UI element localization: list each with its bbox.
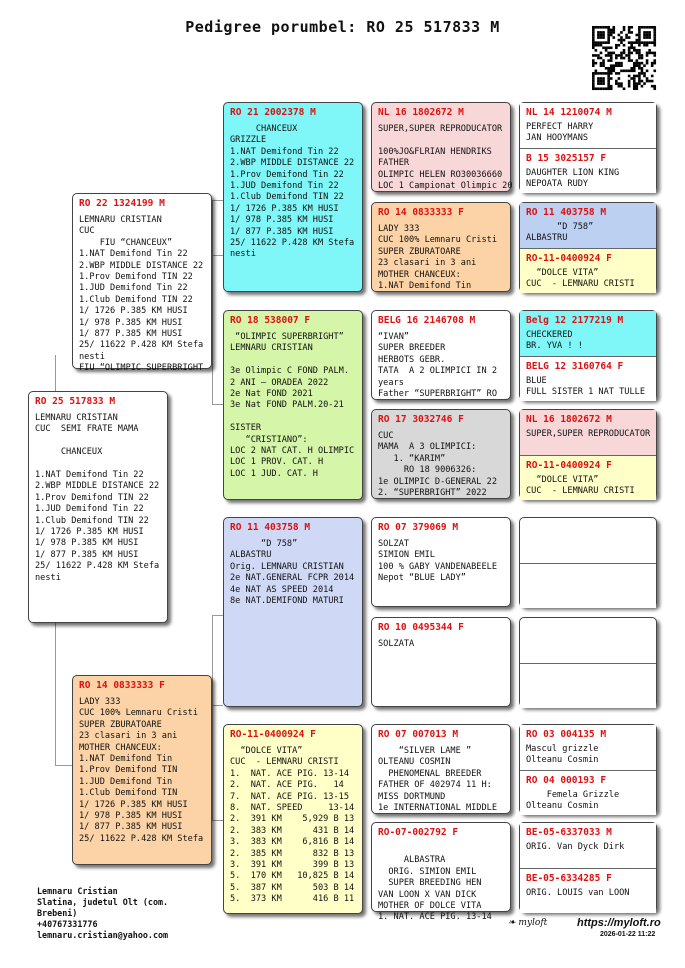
text-line: 3. 383 KM 6,816 B 14 [230, 837, 355, 848]
text-line: HERBOTS GEBR. [378, 354, 446, 365]
owner-contact [37, 886, 168, 941]
text-line: SIMION EMIL [378, 550, 435, 561]
text-line: 1.JUD Demifond Tin [79, 776, 173, 787]
ring-id: RO 04 000193 F [526, 775, 607, 786]
connector-line [212, 404, 223, 405]
empty-slot [520, 663, 656, 708]
text-line: 1. “KARIM” [378, 453, 446, 464]
text-line: 1.JUD Demifond Tin 22 [230, 181, 339, 192]
connector-line [212, 200, 223, 201]
text-line: 2. 383 KM 431 B 14 [230, 825, 355, 836]
card-lines [79, 697, 205, 845]
ring-id: RO 11 403758 M [230, 522, 311, 533]
card-lines [378, 639, 504, 650]
pigeon-card-fm[interactable] [223, 310, 363, 500]
pigeon-card-fmf[interactable] [371, 310, 511, 400]
text-line: MAMA A 3 OLIMPICI: [378, 442, 477, 453]
text-line [35, 436, 161, 447]
pigeon-card-g1[interactable] [519, 102, 657, 192]
text-line: “D 758” [526, 222, 594, 232]
text-line: Femela Grizzle [526, 790, 620, 800]
text-line: nesti [79, 351, 105, 362]
brand-name: myloft [518, 918, 548, 928]
text-line: 1.Club Demifond TIN [79, 788, 178, 799]
text-line: 1.Prov Demifond TIN 22 [79, 272, 193, 283]
text-line: 1.NAT Demifond Tin 22 [230, 146, 339, 157]
text-line: GRIZZLE [230, 135, 267, 146]
card-lines [230, 539, 356, 607]
text-line: CUC 100% Lemnaru Cristi [79, 708, 198, 719]
card-lines [526, 222, 650, 245]
text-line: MOTHER OF DOLCE VITA [378, 901, 482, 912]
brand-logo [508, 918, 547, 928]
text-line: 1/ 877 P.385 KM HUSI [35, 549, 139, 560]
ring-id: RO 14 0833333 F [378, 207, 464, 218]
text-line: LEMNARU CRISTIAN [230, 343, 313, 354]
text-line: 2e NAT.GENERAL FCPR 2014 [230, 573, 355, 584]
text-line: SUPER,SUPER REPRODUCATOR [526, 429, 651, 439]
pigeon-card-ff[interactable] [223, 102, 363, 292]
pigeon-card-mf[interactable] [223, 517, 363, 707]
card-lines [526, 429, 650, 440]
text-line: 2. NAT. ACE PIG. 14 [230, 780, 344, 791]
text-line [35, 459, 161, 470]
card-lines [378, 332, 504, 400]
text-line: 25/ 11622 P.428 KM Stefa [35, 561, 160, 572]
text-line: 1/ 1726 P.385 KM HUSI [230, 203, 339, 214]
text-line: 1.Prov Demifond TIN 22 [35, 492, 149, 503]
pigeon-card-g5[interactable] [519, 517, 657, 607]
card-lines [526, 168, 650, 191]
text-line: 1/ 1726 P.385 KM HUSI [35, 527, 144, 538]
text-line: LADY 333 [378, 224, 420, 234]
connector-line [55, 622, 56, 765]
text-line: LEMNARU CRISTIAN [35, 413, 118, 423]
connector-line [212, 255, 223, 256]
text-line: 3. 391 KM 399 B 13 [230, 860, 355, 871]
text-line: 3e Nat FOND PALM.20-21 [230, 400, 344, 411]
text-line: 1.Club Demifond TIN 22 [79, 294, 193, 305]
text-line: Olteanu Cosmin [526, 755, 599, 766]
connector-line [212, 705, 223, 706]
text-line: 2 ANI – ORADEA 2022 [230, 377, 329, 388]
pigeon-card-mother[interactable] [72, 675, 212, 865]
text-line: 2.WBP MIDDLE DISTANCE 22 [230, 158, 355, 169]
text-line: “OLIMPIC SUPERBRIGHT” [230, 332, 344, 342]
text-line: Olteanu Cosmin [526, 801, 599, 812]
text-line: CUC SEMI FRATE MAMA [35, 424, 139, 435]
pigeon-card-mff[interactable] [371, 517, 511, 607]
pigeon-card-mmf[interactable] [371, 724, 511, 814]
ring-id: RO-11-0400924 F [526, 460, 612, 471]
pigeon-card-g2[interactable] [519, 202, 657, 292]
text-line: SOLZAT [378, 539, 410, 549]
text-line: 2. “SUPERBRIGHT” 2022 [378, 488, 487, 499]
text-line: 8. NAT. SPEED 13-14 [230, 803, 355, 814]
text-line: SUPER,SUPER REPRODUCATOR [378, 124, 503, 134]
ring-id: NL 16 1802672 M [378, 107, 464, 118]
text-line: MOTHER CHANCEUX: [378, 269, 461, 280]
ring-id: RO-11-0400924 F [526, 253, 612, 264]
text-line: SUPER ZBURATOARE [79, 719, 162, 730]
text-line: “IVAN” [378, 332, 410, 342]
page-title: Pedigree porumbel: RO 25 517833 M [185, 18, 500, 36]
text-line: +40767331776 [37, 919, 98, 929]
ring-id: RO 10 0495344 F [378, 622, 464, 633]
text-line: SUPER BREEDING HEN [378, 878, 482, 889]
text-line: BR. YVA ! ! [526, 341, 583, 352]
text-line: Mascul grizzle [526, 744, 599, 754]
ring-id: RO 07 379069 M [378, 522, 459, 533]
card-lines [526, 744, 650, 767]
card-lines [79, 215, 205, 375]
ring-id: RO 22 1324199 M [79, 198, 165, 209]
pigeon-card-mfm[interactable] [371, 617, 511, 707]
text-line: 2.WBP MIDDLE DISTANCE 22 [79, 260, 204, 271]
text-line: 7. NAT. ACE PIG. 13-15 [230, 791, 349, 802]
text-line [378, 844, 504, 855]
text-line: Brebeni) [37, 908, 78, 918]
card-lines [378, 844, 504, 924]
ring-id: RO 07 007013 M [378, 729, 459, 740]
text-line: DAUGHTER LION KING [526, 168, 620, 178]
text-line: LEMNARU CRISTIAN [79, 215, 162, 225]
ring-id: RO-11-0400924 F [230, 729, 316, 740]
card-lines [526, 842, 650, 853]
card-lines [35, 413, 161, 584]
ring-id: BELG 12 3160764 F [526, 361, 624, 372]
pigeon-card-g3[interactable] [519, 310, 657, 400]
text-line: CUC - LEMNARU CRISTI [526, 486, 635, 497]
text-line: 100 % GABY VANDENABEELE [378, 561, 497, 572]
ring-id: RO 17 3032746 F [378, 414, 464, 425]
text-line: ORIG. SIMION EMIL [378, 866, 477, 877]
connector-line [55, 765, 72, 766]
text-line: MISS DORTMUND [378, 791, 446, 802]
text-line: 1/ 978 P.385 KM HUSI [79, 811, 183, 822]
text-line: 1/ 1726 P.385 KM HUSI [79, 799, 188, 810]
text-line: LOC 2 NAT CAT. H OLIMPIC [230, 446, 355, 457]
pigeon-card-mm[interactable] [223, 724, 363, 914]
ring-id: RO 14 0833333 F [79, 680, 165, 691]
pigeon-card-subject[interactable] [28, 391, 168, 623]
text-line: nesti [230, 249, 256, 260]
text-line: 1.JUD Demifond Tin 22 [79, 283, 188, 294]
text-line [230, 355, 356, 366]
text-line: CUC - LEMNARU CRISTI [526, 279, 635, 290]
text-line: 1/ 978 P.385 KM HUSI [35, 538, 139, 549]
text-line: 1.NAT Demifond Tin [378, 281, 472, 292]
pigeon-card-ffm[interactable] [371, 202, 511, 292]
pigeon-card-father[interactable] [72, 193, 212, 374]
text-line: LOC 1 JUD. CAT. H [230, 468, 318, 479]
text-line: 25/ 11622 P.428 KM Stefa [79, 340, 204, 351]
text-line: Lemnaru Cristian [37, 886, 118, 896]
text-line: CUC [79, 226, 95, 237]
text-line: 1/ 877 P.385 KM HUSI [79, 329, 183, 340]
text-line: 25/ 11622 P.428 KM Stefa [230, 238, 355, 249]
text-line: 1.JUD Demifond Tin 22 [35, 504, 144, 515]
card-lines [526, 888, 650, 899]
text-line: 2.WBP MIDDLE DISTANCE 22 [35, 481, 160, 492]
ring-id: BELG 16 2146708 M [378, 315, 476, 326]
text-line: FIU “CHANCEUX” [79, 237, 173, 248]
ring-id: RO 25 517833 M [35, 396, 116, 407]
text-line: 1.Club Demifond TIN 22 [35, 515, 149, 526]
text-line: SISTER [230, 423, 262, 434]
pigeon-card-g7[interactable] [519, 724, 657, 814]
pigeon-card-g4[interactable] [519, 409, 657, 499]
text-line: NEPOATA RUDY [526, 179, 589, 190]
text-line: 5. 170 KM 10,825 B 14 [230, 871, 355, 882]
card-lines [526, 122, 650, 145]
text-line: 1. NAT. ACE PIG. 13-14 [378, 912, 492, 923]
text-line: LADY 333 [79, 697, 121, 707]
text-line: SUPER BREEDER [378, 343, 446, 354]
card-lines [526, 268, 650, 291]
text-line: 2. 391 KM 5,929 B 13 [230, 814, 355, 825]
pigeon-card-g6[interactable] [519, 617, 657, 707]
text-line: lemnaru.cristian@yahoo.com [37, 930, 169, 940]
text-line: ALBASTRU [526, 233, 568, 244]
text-line: 23 clasari in 3 ani [79, 731, 178, 742]
text-line: 1.Club Demifond TIN 22 [230, 192, 344, 203]
connector-line [212, 615, 213, 820]
text-line: 1.Prov Demifond TIN [79, 765, 178, 776]
text-line: 2e Nat FOND 2021 [230, 389, 313, 400]
text-line [230, 412, 356, 423]
connector-line [212, 820, 223, 821]
text-line: 8e NAT.DEMIFOND MATURI [230, 596, 344, 607]
card-lines [526, 790, 650, 813]
text-line: LOC 1 PROV. CAT. H [230, 457, 324, 468]
ring-id: RO-07-002792 F [378, 827, 459, 838]
card-lines [230, 124, 356, 261]
text-line: “DOLCE VITA” [526, 268, 599, 278]
text-line: 1.NAT Demifond Tin 22 [79, 249, 188, 260]
text-line: CUC [378, 431, 394, 441]
text-line: CHANCEUX [35, 447, 103, 458]
text-line: 5. 373 KM 416 B 11 [230, 894, 355, 905]
text-line: MOTHER CHANCEUX: [79, 742, 162, 753]
ring-id: Belg 12 2177219 M [526, 315, 624, 326]
card-lines [526, 376, 650, 399]
text-line: “CRISTIANO”: [230, 434, 308, 445]
pigeon-card-mmm[interactable] [371, 822, 511, 923]
text-line: CHANCEUX [230, 124, 298, 134]
text-line: 3e Olimpic C FOND PALM. [230, 366, 349, 377]
card-lines [378, 539, 504, 585]
text-line: SUPER ZBURATOARE [378, 246, 461, 257]
text-line: PERFECT HARRY [526, 122, 594, 132]
card-lines [526, 330, 650, 353]
text-line: 1/ 978 P.385 KM HUSI [79, 317, 183, 328]
text-line: BLUE [526, 376, 547, 386]
text-line: OLTEANU COSMIN [378, 757, 451, 768]
text-line: ALBASTRA [378, 855, 446, 866]
ring-id: BE-05-6334285 F [526, 873, 612, 884]
text-line: 1/ 978 P.385 KM HUSI [230, 215, 334, 226]
text-line: Nepot “BLUE LADY” [378, 573, 466, 584]
text-line: “D 758” [230, 539, 298, 549]
text-line: FULL SISTER 1 NAT TULLE [526, 387, 645, 398]
text-line: 4e NAT AS SPEED 2014 [230, 584, 334, 595]
ring-id: B 15 3025157 F [526, 153, 607, 164]
text-line: 5. 387 KM 503 B 14 [230, 882, 355, 893]
card-lines [230, 746, 356, 906]
text-line: 1.Prov Demifond Tin 22 [230, 169, 344, 180]
text-line: ORIG. LOUIS van LOON [526, 888, 630, 898]
text-line: 1.NAT Demifond Tin [79, 754, 173, 765]
card-lines [378, 746, 504, 814]
text-line: FATHER [378, 158, 410, 169]
ring-id: RO 03 004135 M [526, 729, 607, 740]
text-line: years [378, 377, 404, 388]
text-line: RO 18 9006326: [378, 465, 477, 476]
text-line: CUC - LEMNARU CRISTI [230, 757, 339, 768]
card-lines [378, 431, 504, 499]
connector-line [212, 200, 213, 404]
text-line: ORIG. Van Dyck Dirk [526, 842, 625, 852]
ring-id: NL 14 1210074 M [526, 107, 612, 118]
card-lines [378, 224, 504, 292]
text-line: 1/ 1726 P.385 KM HUSI [79, 306, 188, 317]
pigeon-card-fmm[interactable] [371, 409, 511, 499]
text-line: CUC 100% Lemnaru Cristi [378, 235, 497, 246]
ring-id: RO 18 538007 F [230, 315, 311, 326]
text-line: FIU “OLIMPIC SUPERBRIGHT [79, 363, 204, 374]
text-line: TATA A 2 OLIMPICI IN 2 [378, 366, 497, 377]
ring-id: NL 16 1802672 M [526, 414, 612, 425]
text-line: 1e OLIMPIC D-GENERAL 22 [378, 476, 497, 487]
text-line: 2. 385 KM 832 B 13 [230, 848, 355, 859]
text-line: OLIMPIC HELEN RO30036660 [378, 169, 503, 180]
text-line [378, 135, 504, 146]
pigeon-logo-icon: ❧ [508, 918, 516, 928]
site-link[interactable]: https://myloft.ro [577, 917, 661, 929]
text-line: ALBASTRU [230, 550, 272, 561]
ring-id: BE-05-6337033 M [526, 827, 612, 838]
text-line: 23 clasari in 3 ani [378, 258, 477, 269]
text-line: 25/ 11622 P.428 KM Stefa [79, 833, 204, 844]
text-line: SOLZATA [378, 639, 415, 649]
text-line: Orig. LEMNARU CRISTIAN [230, 561, 344, 572]
pigeon-card-fff[interactable] [371, 102, 511, 192]
text-line: Slatina, judetul Olt (com. [37, 897, 169, 907]
text-line: VAN LOON X VAN DICK [378, 889, 477, 900]
ring-id: RO 11 403758 M [526, 207, 607, 218]
card-lines [378, 124, 513, 192]
ring-id: RO 21 2002378 M [230, 107, 316, 118]
text-line: nesti [35, 572, 61, 583]
text-line: 1/ 877 P.385 KM HUSI [230, 226, 334, 237]
text-line: FATHER OF 402974 11 H: [378, 780, 492, 791]
text-line: Father “SUPERBRIGHT” RO [378, 389, 497, 400]
text-line: “DOLCE VITA” [526, 475, 599, 485]
text-line: 1e INTERNATIONAL MIDDLE [378, 803, 497, 814]
connector-line [212, 615, 223, 616]
text-line: CHECKERED [526, 330, 573, 340]
qr-code-icon [592, 26, 656, 90]
text-line: 1.NAT Demifond Tin 22 [35, 470, 144, 481]
pigeon-card-g8[interactable] [519, 822, 657, 912]
text-line: “SILVER LAME ” [378, 746, 472, 756]
text-line: PHENOMENAL BREEDER [378, 768, 482, 779]
text-line: 1. NAT. ACE PIG. 13-14 [230, 768, 349, 779]
empty-slot [520, 563, 656, 608]
card-lines [230, 332, 356, 480]
text-line: 100%JO&FLRIAN HENDRIKS [378, 146, 492, 157]
text-line: LOC 1 Campionat Olimpic 20 [378, 181, 513, 192]
card-lines [526, 475, 650, 498]
print-date: 2026-01-22 11:22 [600, 931, 656, 938]
text-line: “DOLCE VITA” [230, 746, 303, 756]
text-line: 1/ 877 P.385 KM HUSI [79, 822, 183, 833]
text-line: JAN HOOYMANS [526, 133, 589, 144]
